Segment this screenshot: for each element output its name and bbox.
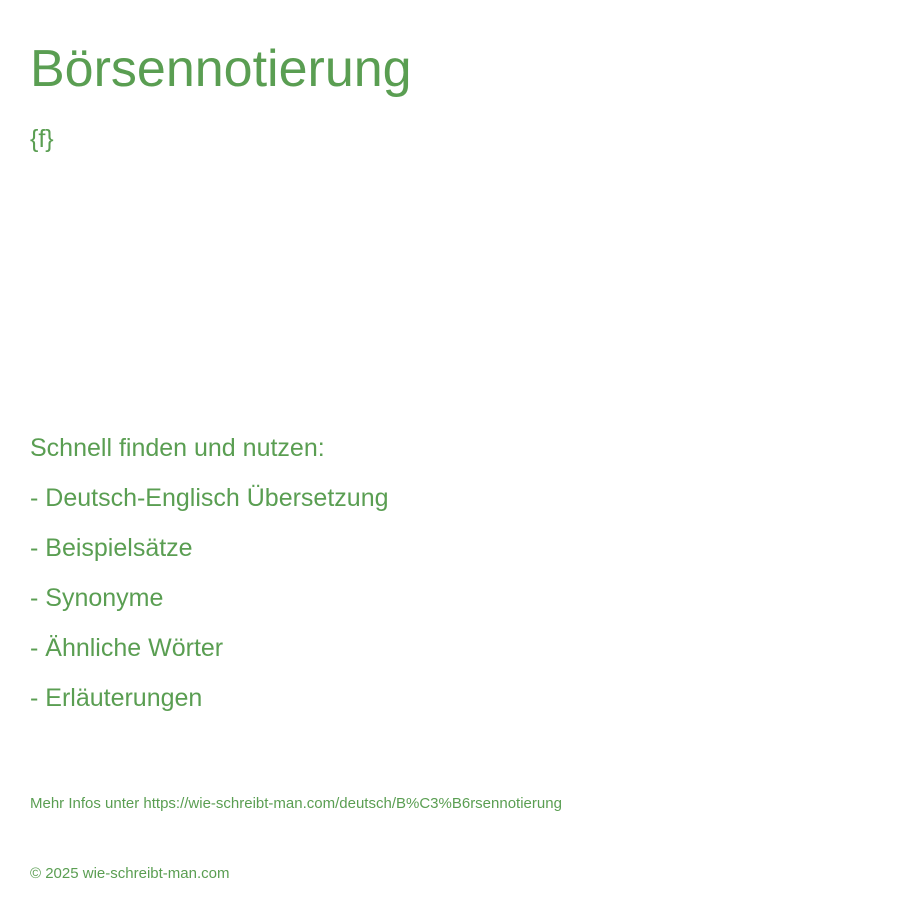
feature-item-synonyms: - Synonyme [30,584,164,612]
gender-marker: {f} [30,125,54,153]
more-info-prefix: Mehr Infos unter [30,795,144,812]
feature-list-intro: Schnell finden und nutzen: [30,434,325,462]
more-info-line [30,795,562,813]
feature-item-example-sentences: - Beispielsätze [30,534,193,562]
copyright-notice: © 2025 wie-schreibt-man.com [30,865,230,882]
more-info-link[interactable]: https://wie-schreibt-man.com/deutsch/B%C3%B6rsennotierung [143,795,562,812]
feature-item-similar-words: - Ähnliche Wörter [30,634,224,662]
feature-item-translation: - Deutsch-Englisch Übersetzung [30,484,389,512]
feature-list [30,423,389,723]
feature-item-explanations: - Erläuterungen [30,684,203,712]
page-title: Börsennotierung [30,40,412,98]
